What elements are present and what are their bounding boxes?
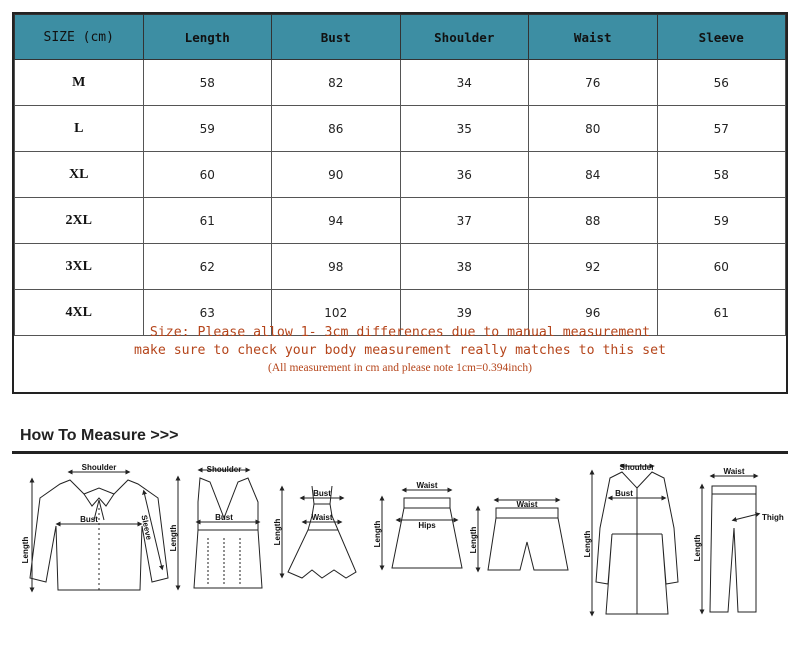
size-cell: L (15, 106, 144, 152)
measurement-diagrams (12, 458, 788, 628)
note-line-2: make sure to check your body measurement really matches to this set (134, 343, 666, 358)
shoulder-cell: 35 (400, 106, 529, 152)
waist-cell: 96 (529, 290, 658, 336)
length-label: Length (373, 520, 382, 548)
column-header-size: SIZE (cm) (15, 15, 144, 60)
length-cell: 63 (143, 290, 272, 336)
length-label: Length (469, 526, 478, 554)
bust-cell: 82 (272, 60, 401, 106)
shoulder-label: Shoulder (619, 463, 655, 472)
length-cell: 59 (143, 106, 272, 152)
sleeve-cell: 56 (657, 60, 786, 106)
sleeve-cell: 61 (657, 290, 786, 336)
column-header-bust: Bust (272, 15, 401, 60)
vest-diagram (178, 470, 262, 588)
table-row (15, 244, 786, 290)
note-line-3: (All measurement in cm and please note 1cm=0.394inch) (268, 362, 532, 374)
vest-labels (169, 465, 241, 551)
thigh-label: Thigh (762, 513, 784, 522)
bust-cell: 94 (272, 198, 401, 244)
size-cell: 2XL (15, 198, 144, 244)
size-cell: M (15, 60, 144, 106)
shoulder-cell: 36 (400, 152, 529, 198)
bust-cell: 102 (272, 290, 401, 336)
bust-cell: 98 (272, 244, 401, 290)
note-line-1: Size: Please allow 1- 3cm differences due to manual measurement (149, 325, 651, 340)
size-cell: 4XL (15, 290, 144, 336)
length-label: Length (169, 524, 178, 552)
length-cell: 62 (143, 244, 272, 290)
bust-cell: 90 (272, 152, 401, 198)
hips-label: Hips (418, 521, 436, 530)
length-label: Length (273, 518, 282, 546)
table-row (15, 106, 786, 152)
shoulder-cell: 38 (400, 244, 529, 290)
coat-diagram (592, 466, 678, 614)
column-header-shoulder: Shoulder (400, 15, 529, 60)
size-cell: XL (15, 152, 144, 198)
waist-label: Waist (516, 500, 538, 509)
sleeve-label: Sleeve (139, 514, 154, 541)
bust-label: Bust (215, 513, 233, 522)
waist-label: Waist (416, 481, 438, 490)
waist-cell: 80 (529, 106, 658, 152)
column-header-length: Length (143, 15, 272, 60)
bust-label: Bust (313, 489, 331, 498)
sleeve-cell: 59 (657, 198, 786, 244)
measurement-note (14, 324, 786, 376)
waist-cell: 88 (529, 198, 658, 244)
length-cell: 60 (143, 152, 272, 198)
table-row (15, 60, 786, 106)
waist-cell: 76 (529, 60, 658, 106)
coat-labels (583, 463, 654, 557)
dress-diagram (282, 486, 356, 578)
trousers-labels (693, 467, 784, 561)
skirt-labels (373, 481, 438, 547)
trousers-diagram (702, 476, 758, 612)
waist-cell: 92 (529, 244, 658, 290)
size-chart-table (12, 12, 788, 394)
shoulder-label: Shoulder (81, 463, 117, 472)
length-cell: 61 (143, 198, 272, 244)
length-cell: 58 (143, 60, 272, 106)
title-divider (12, 451, 788, 454)
size-cell: 3XL (15, 244, 144, 290)
shoulder-cell: 34 (400, 60, 529, 106)
sleeve-cell: 58 (657, 152, 786, 198)
blouse-labels (21, 463, 154, 563)
bust-label: Bust (80, 515, 98, 524)
waist-cell: 84 (529, 152, 658, 198)
column-header-sleeve: Sleeve (657, 15, 786, 60)
bust-cell: 86 (272, 106, 401, 152)
shorts-diagram (478, 500, 568, 570)
bust-label: Bust (615, 489, 633, 498)
table-header-row (15, 15, 786, 60)
shoulder-cell: 37 (400, 198, 529, 244)
how-to-measure-title: How To Measure >>> (20, 427, 179, 444)
table-row (15, 198, 786, 244)
waist-label: Waist (311, 513, 333, 522)
shoulder-label: Shoulder (206, 465, 242, 474)
column-header-waist: Waist (529, 15, 658, 60)
length-label: Length (583, 530, 592, 558)
length-label: Length (21, 536, 30, 564)
shoulder-cell: 39 (400, 290, 529, 336)
sleeve-cell: 60 (657, 244, 786, 290)
waist-label: Waist (723, 467, 745, 476)
sleeve-cell: 57 (657, 106, 786, 152)
length-label: Length (693, 534, 702, 562)
table-row (15, 152, 786, 198)
